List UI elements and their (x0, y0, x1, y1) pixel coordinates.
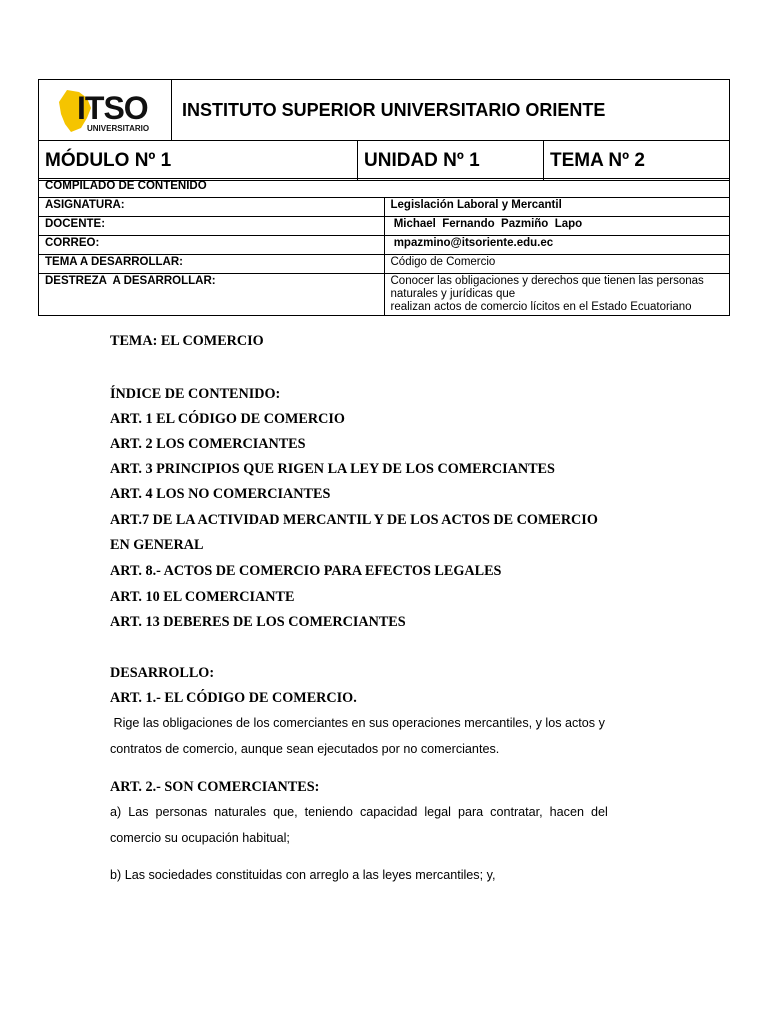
header-table (38, 79, 730, 181)
topic-value: Código de Comercio (384, 255, 730, 274)
logo-subtext: UNIVERSITARIO (87, 124, 150, 133)
index-item: EN GENERAL (110, 537, 204, 553)
skill-value-line1: Conocer las obligaciones y derechos que tienen las personas naturales y jurídicas que (390, 275, 704, 300)
unit-number: UNIDAD Nº 1 (358, 141, 544, 181)
skill-value-line2: realizan actos de comercio lícitos en el Estado Ecuatoriano (390, 301, 692, 313)
index-item: ART.7 DE LA ACTIVIDAD MERCANTIL Y DE LOS ACTOS DE COMERCIO (110, 512, 598, 528)
index-item: ART. 4 LOS NO COMERCIANTES (110, 486, 331, 502)
index-item: ART. 13 DEBERES DE LOS COMERCIANTES (110, 614, 406, 630)
module-number: MÓDULO Nº 1 (39, 141, 358, 181)
topic-number: TEMA Nº 2 (544, 141, 730, 181)
email-value: mpazmino@itsoriente.edu.ec (384, 236, 730, 255)
teacher-value: Michael Fernando Pazmiño Lapo (384, 217, 730, 236)
subject-label: ASIGNATURA: (39, 198, 385, 217)
index-title: ÍNDICE DE CONTENIDO: (110, 386, 281, 402)
email-label: CORREO: (39, 236, 385, 255)
topic-title: TEMA: EL COMERCIO (110, 333, 264, 349)
development-title: DESARROLLO: (110, 665, 215, 681)
art1-paragraph-line2: contratos de comercio, aunque sean ejecutados por no comerciantes. (110, 742, 500, 756)
teacher-label: DOCENTE: (39, 217, 385, 236)
art2-title: ART. 2.- SON COMERCIANTES: (110, 779, 320, 795)
logo-text: ITSO (77, 90, 148, 126)
index-item: ART. 3 PRINCIPIOS QUE RIGEN LA LEY DE LOS COMERCIANTES (110, 461, 555, 477)
subject-value: Legislación Laboral y Mercantil (384, 198, 730, 217)
art1-title: ART. 1.- EL CÓDIGO DE COMERCIO. (110, 690, 357, 706)
skill-label: DESTREZA A DESARROLLAR: (39, 274, 385, 316)
art1-paragraph-line1: Rige las obligaciones de los comerciantes en sus operaciones mercantiles, y los actos y (110, 716, 605, 730)
institution-logo (53, 86, 163, 136)
topic-label: TEMA A DESARROLLAR: (39, 255, 385, 274)
skill-value (384, 274, 730, 316)
art2-item-a-line1: a) Las personas naturales que, teniendo capacidad legal para contratar, hacen del (110, 805, 608, 819)
index-item: ART. 2 LOS COMERCIANTES (110, 436, 306, 452)
index-item: ART. 1 EL CÓDIGO DE COMERCIO (110, 411, 345, 427)
art2-item-b: b) Las sociedades constituidas con arreglo a las leyes mercantiles; y, (110, 868, 496, 882)
art2-item-a-line2: comercio su ocupación habitual; (110, 831, 290, 845)
logo-cell (39, 80, 172, 141)
info-table (38, 178, 730, 316)
index-item: ART. 10 EL COMERCIANTE (110, 589, 295, 605)
institution-name: INSTITUTO SUPERIOR UNIVERSITARIO ORIENTE (172, 80, 730, 141)
compiled-label: COMPILADO DE CONTENIDO (39, 179, 730, 198)
index-item: ART. 8.- ACTOS DE COMERCIO PARA EFECTOS LEGALES (110, 563, 502, 579)
